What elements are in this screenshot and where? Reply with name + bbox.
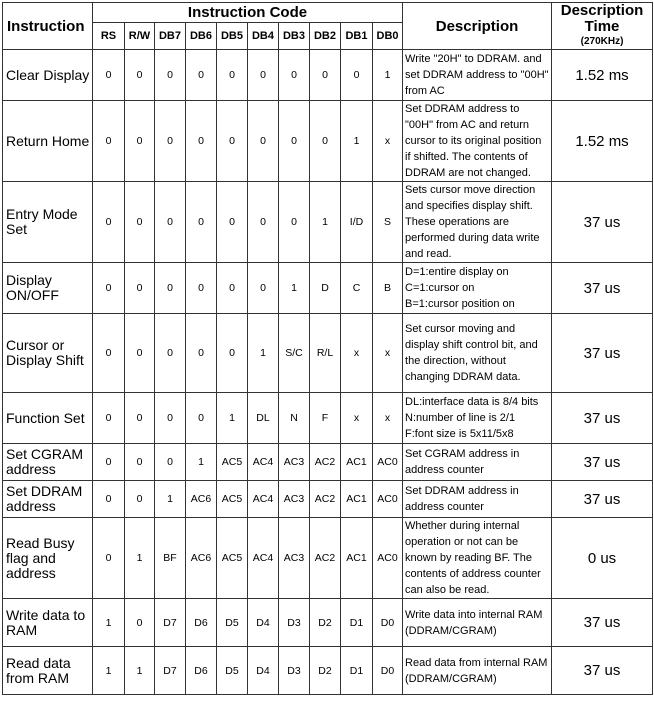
bit-value: 0: [93, 518, 125, 599]
execution-time: 37 us: [552, 182, 653, 263]
bit-value: AC6: [186, 481, 217, 518]
execution-time: 0 us: [552, 518, 653, 599]
bit-value: D0: [373, 647, 403, 695]
bit-value: AC5: [217, 481, 248, 518]
instruction-name: Write data to RAM: [3, 599, 93, 647]
bit-value: 0: [93, 50, 125, 101]
bit-value: 0: [186, 182, 217, 263]
execution-time: 37 us: [552, 599, 653, 647]
instruction-description: D=1:entire display on C=1:cursor on B=1:cursor position on: [403, 263, 552, 314]
bit-value: AC2: [310, 481, 341, 518]
execution-time: 37 us: [552, 647, 653, 695]
bit-value: 0: [310, 50, 341, 101]
execution-time: 37 us: [552, 393, 653, 444]
bit-value: 0: [125, 481, 155, 518]
bit-value: D6: [186, 599, 217, 647]
bit-value: D5: [217, 599, 248, 647]
bit-value: 0: [155, 101, 186, 182]
instruction-name: Return Home: [3, 101, 93, 182]
bit-value: D3: [279, 647, 310, 695]
instruction-description: Set DDRAM address to "00H" from AC and return cursor to its original position if shifted. The contents of DDRAM are not changed.: [403, 101, 552, 182]
bit-value: 0: [155, 444, 186, 481]
bit-value: D7: [155, 647, 186, 695]
execution-time: 1.52 ms: [552, 101, 653, 182]
bit-value: 1: [373, 50, 403, 101]
execution-time: 37 us: [552, 481, 653, 518]
bit-value: 1: [93, 647, 125, 695]
bit-value: 0: [217, 182, 248, 263]
instruction-description: Set CGRAM address in address counter: [403, 444, 552, 481]
table-row: [3, 50, 653, 101]
bit-header: DB4: [248, 22, 279, 49]
bit-value: S: [373, 182, 403, 263]
table-row: [3, 599, 653, 647]
instruction-description: Set DDRAM address in address counter: [403, 481, 552, 518]
bit-value: D5: [217, 647, 248, 695]
bit-value: AC1: [341, 444, 373, 481]
bit-header: DB2: [310, 22, 341, 49]
bit-value: DL: [248, 393, 279, 444]
instruction-description: Whether during internal operation or not can be known by reading BF. The contents of address counter can also be read.: [403, 518, 552, 599]
table-row: [3, 182, 653, 263]
instruction-name: Function Set: [3, 393, 93, 444]
bit-value: 0: [248, 182, 279, 263]
bit-value: 0: [125, 263, 155, 314]
bit-value: 0: [155, 182, 186, 263]
instruction-name: Cursor or Display Shift: [3, 314, 93, 393]
bit-value: R/L: [310, 314, 341, 393]
instruction-description: Set cursor moving and display shift control bit, and the direction, without changing DDRAM data.: [403, 314, 552, 393]
bit-value: 0: [248, 263, 279, 314]
time-header-label: Description Time: [560, 2, 644, 35]
bit-value: 1: [279, 263, 310, 314]
bit-value: 0: [217, 50, 248, 101]
bit-value: 0: [279, 101, 310, 182]
bit-header: DB6: [186, 22, 217, 49]
bit-value: 0: [93, 393, 125, 444]
time-header: [552, 3, 653, 50]
table-row: [3, 101, 653, 182]
bit-value: x: [373, 101, 403, 182]
bit-value: AC3: [279, 518, 310, 599]
bit-value: 0: [93, 314, 125, 393]
bit-value: 0: [341, 50, 373, 101]
bit-value: 0: [125, 444, 155, 481]
bit-value: 0: [125, 50, 155, 101]
bit-value: D4: [248, 599, 279, 647]
bit-value: AC2: [310, 444, 341, 481]
bit-value: AC5: [217, 518, 248, 599]
execution-time: 37 us: [552, 263, 653, 314]
table-row: [3, 647, 653, 695]
bit-value: AC6: [186, 518, 217, 599]
table-row: [3, 263, 653, 314]
bit-header: DB5: [217, 22, 248, 49]
bit-value: x: [373, 314, 403, 393]
bit-value: 0: [125, 182, 155, 263]
instruction-name: Read data from RAM: [3, 647, 93, 695]
table-row: [3, 393, 653, 444]
bit-value: 0: [155, 50, 186, 101]
bit-header: DB7: [155, 22, 186, 49]
bit-value: 0: [279, 182, 310, 263]
bit-header: RS: [93, 22, 125, 49]
bit-value: 0: [186, 50, 217, 101]
bit-header: DB3: [279, 22, 310, 49]
bit-value: 0: [93, 101, 125, 182]
bit-value: BF: [155, 518, 186, 599]
bit-value: 0: [248, 101, 279, 182]
instruction-description: Write data into internal RAM (DDRAM/CGRAM): [403, 599, 552, 647]
bit-value: 0: [155, 393, 186, 444]
bit-header: R/W: [125, 22, 155, 49]
bit-value: D2: [310, 647, 341, 695]
bit-value: 0: [93, 444, 125, 481]
bit-value: D1: [341, 647, 373, 695]
instruction-name: Set CGRAM address: [3, 444, 93, 481]
instruction-name: Read Busy flag and address: [3, 518, 93, 599]
instruction-table-body: [3, 50, 653, 695]
bit-value: N: [279, 393, 310, 444]
bit-value: 0: [125, 314, 155, 393]
bit-value: 0: [186, 101, 217, 182]
bit-value: AC5: [217, 444, 248, 481]
bit-value: 0: [248, 50, 279, 101]
bit-value: D2: [310, 599, 341, 647]
bit-value: 0: [125, 101, 155, 182]
bit-value: 1: [125, 518, 155, 599]
bit-value: 1: [341, 101, 373, 182]
bit-value: x: [341, 393, 373, 444]
bit-value: AC2: [310, 518, 341, 599]
bit-value: D6: [186, 647, 217, 695]
instruction-description: Read data from internal RAM (DDRAM/CGRAM): [403, 647, 552, 695]
bit-value: 0: [186, 263, 217, 314]
bit-value: 1: [248, 314, 279, 393]
bit-value: D: [310, 263, 341, 314]
bit-value: 0: [93, 182, 125, 263]
time-header-frequency: (270KHz): [580, 36, 624, 47]
bit-header: DB1: [341, 22, 373, 49]
bit-value: AC1: [341, 518, 373, 599]
bit-value: S/C: [279, 314, 310, 393]
bit-header: DB0: [373, 22, 403, 49]
instruction-name: Set DDRAM address: [3, 481, 93, 518]
bit-value: 0: [155, 314, 186, 393]
table-row: [3, 314, 653, 393]
bit-value: AC4: [248, 444, 279, 481]
table-row: [3, 444, 653, 481]
bit-value: 0: [93, 263, 125, 314]
bit-value: AC1: [341, 481, 373, 518]
instruction-name: Display ON/OFF: [3, 263, 93, 314]
bit-value: 0: [186, 314, 217, 393]
bit-value: x: [373, 393, 403, 444]
bit-value: 0: [93, 481, 125, 518]
bit-value: 0: [217, 101, 248, 182]
bit-value: F: [310, 393, 341, 444]
bit-value: 0: [310, 101, 341, 182]
bit-value: 1: [186, 444, 217, 481]
instruction-description: DL:interface data is 8/4 bits N:number of line is 2/1 F:font size is 5x11/5x8: [403, 393, 552, 444]
instruction-name: Clear Display: [3, 50, 93, 101]
bit-value: D1: [341, 599, 373, 647]
bit-value: 0: [279, 50, 310, 101]
bit-value: 0: [217, 314, 248, 393]
instruction-header: Instruction: [3, 3, 93, 50]
bit-value: C: [341, 263, 373, 314]
bit-value: B: [373, 263, 403, 314]
bit-value: 0: [186, 393, 217, 444]
bit-value: AC4: [248, 518, 279, 599]
execution-time: 37 us: [552, 314, 653, 393]
bit-value: AC4: [248, 481, 279, 518]
bit-value: D4: [248, 647, 279, 695]
bit-value: 1: [310, 182, 341, 263]
bit-value: AC0: [373, 444, 403, 481]
instruction-name: Entry Mode Set: [3, 182, 93, 263]
execution-time: 37 us: [552, 444, 653, 481]
bit-value: 1: [125, 647, 155, 695]
bit-value: x: [341, 314, 373, 393]
instruction-description: Sets cursor move direction and specifies display shift. These operations are performed during data write and read.: [403, 182, 552, 263]
bit-value: 1: [217, 393, 248, 444]
table-row: [3, 481, 653, 518]
bit-value: AC3: [279, 481, 310, 518]
bit-value: D0: [373, 599, 403, 647]
bit-value: 0: [217, 263, 248, 314]
bit-value: 1: [93, 599, 125, 647]
bit-value: 0: [125, 599, 155, 647]
instruction-table: [2, 2, 653, 695]
description-header: Description: [403, 3, 552, 50]
bit-value: AC3: [279, 444, 310, 481]
instruction-code-header: Instruction Code: [93, 3, 403, 23]
bit-value: AC0: [373, 481, 403, 518]
instruction-description: Write "20H" to DDRAM. and set DDRAM address to "00H" from AC: [403, 50, 552, 101]
bit-value: D7: [155, 599, 186, 647]
bit-value: 0: [155, 263, 186, 314]
bit-value: AC0: [373, 518, 403, 599]
bit-value: 0: [125, 393, 155, 444]
table-row: [3, 518, 653, 599]
execution-time: 1.52 ms: [552, 50, 653, 101]
bit-value: 1: [155, 481, 186, 518]
bit-value: I/D: [341, 182, 373, 263]
bit-value: D3: [279, 599, 310, 647]
